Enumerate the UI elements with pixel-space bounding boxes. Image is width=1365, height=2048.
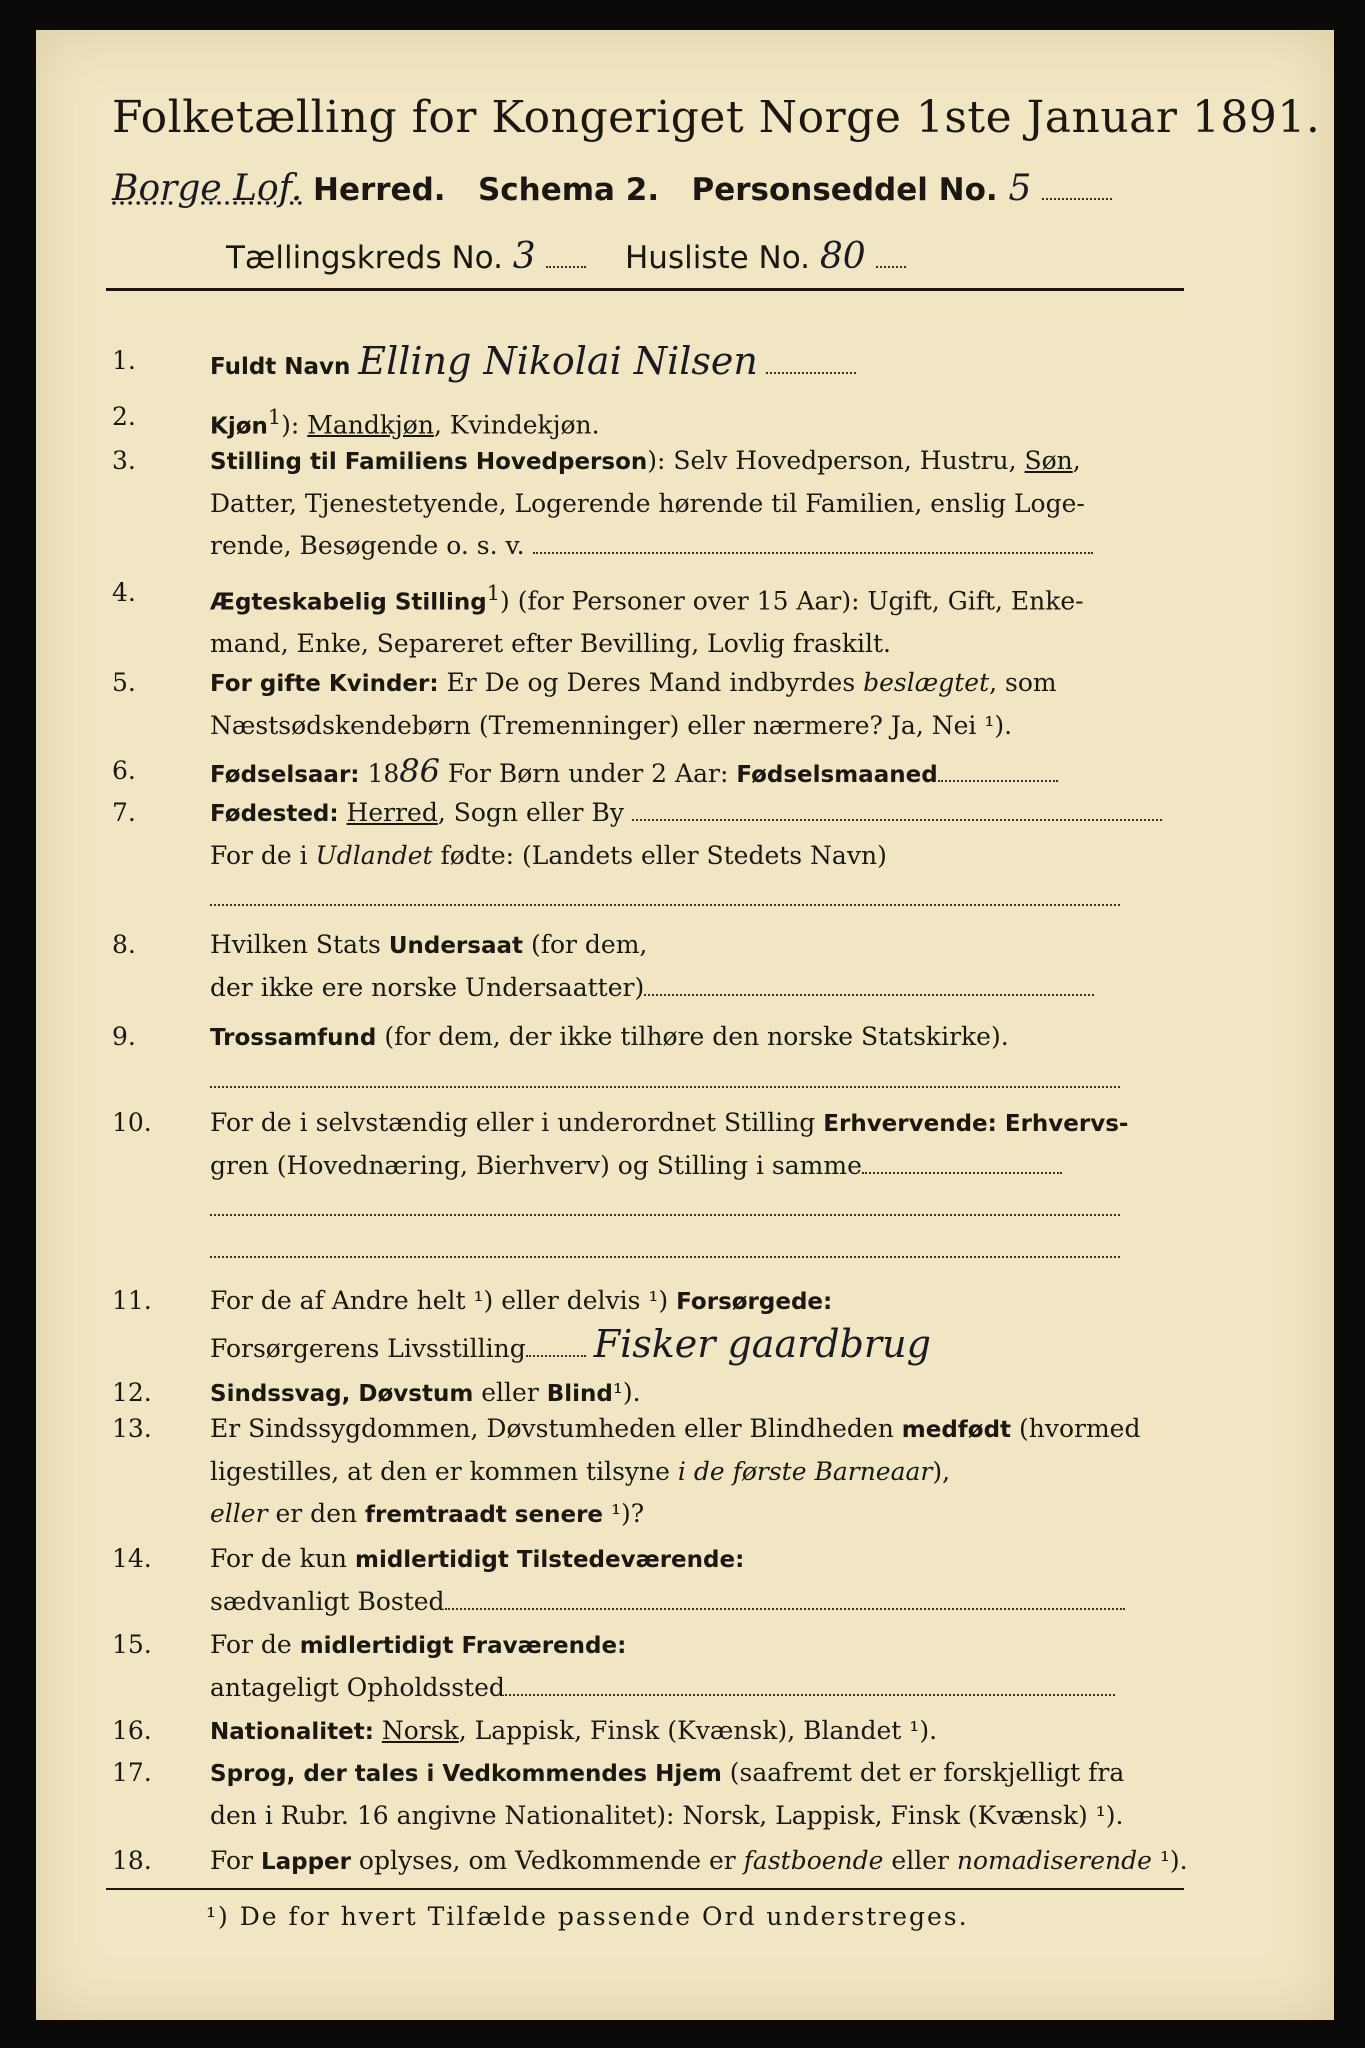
question-number: 15. — [112, 1630, 152, 1659]
question-label: Ægteskabelig Stilling — [210, 589, 487, 616]
question-text: Hvilken Stats — [210, 930, 389, 959]
question-number: 4. — [112, 578, 136, 607]
question-text: eller — [473, 1378, 547, 1407]
dotted-fill — [533, 532, 1093, 554]
question-text: ¹). — [1151, 1846, 1188, 1875]
header-rule — [106, 288, 1184, 291]
question-text: den i Rubr. 16 angivne Nationalitet): Norsk, Lappisk, Finsk (Kvænsk) ¹). — [210, 1801, 1124, 1830]
question-number: 8. — [112, 930, 136, 959]
schema-label: Schema 2. — [477, 172, 660, 208]
question-text: fastboende — [743, 1846, 884, 1875]
question-label: Fødselsaar: — [210, 762, 360, 788]
question-text: Er Sindssygdommen, Døvstumheden eller Blindheden — [210, 1414, 902, 1443]
question-text: For de kun — [210, 1544, 355, 1573]
question-text: For de i — [210, 841, 316, 870]
question-number: 7. — [112, 798, 136, 827]
question-label: midlertidigt Fraværende: — [299, 1633, 627, 1659]
question-text: (for dem, — [523, 930, 648, 959]
question-text: 18 — [359, 759, 400, 788]
question-text: eller — [210, 1499, 268, 1528]
question-text: For de af Andre helt ¹) eller delvis ¹) — [210, 1286, 677, 1315]
dotted-fill — [938, 760, 1058, 782]
question-8 — [112, 924, 1192, 1010]
question-9 — [112, 1016, 1192, 1102]
question-7 — [112, 792, 1192, 920]
question-text: , Lappisk, Finsk (Kvænsk), Blandet ¹). — [458, 1716, 938, 1745]
herred-handwritten: Borge Lof. — [112, 168, 303, 209]
tellingskreds-value: 3 — [512, 236, 536, 277]
question-number: 12. — [112, 1378, 152, 1407]
question-text: mand, Enke, Separeret efter Bevilling, Lovlig fraskilt. — [210, 629, 891, 659]
footnote-ref: 1 — [486, 581, 501, 605]
question-number: 18. — [112, 1846, 152, 1875]
question-text: For Børn under 2 Aar: — [439, 759, 737, 788]
dotted-fill — [644, 974, 1094, 996]
dotted-fill — [210, 1066, 1120, 1088]
question-text: , Kvindekjøn. — [433, 410, 600, 440]
dotted-fill — [876, 246, 906, 268]
selected-option: Norsk — [381, 1716, 459, 1745]
question-number: 10. — [112, 1108, 152, 1137]
question-text: ligestilles, at den er kommen tilsyne — [210, 1457, 678, 1486]
dotted-fill — [505, 1674, 1115, 1696]
question-text: ¹). — [612, 1378, 641, 1407]
question-number: 11. — [112, 1286, 152, 1315]
question-text: er den — [267, 1499, 366, 1528]
herred-label: Herred. — [313, 172, 446, 208]
question-text: (saafremt det er forskjelligt fra — [721, 1758, 1125, 1787]
birth-year-handwritten: 86 — [399, 752, 440, 790]
question-17 — [112, 1752, 1192, 1838]
question-text: ): — [281, 410, 308, 440]
full-name-handwritten: Elling Nikolai Nilsen — [358, 339, 758, 383]
question-label: Nationalitet: — [210, 1719, 374, 1745]
question-number: 9. — [112, 1022, 136, 1051]
question-text: eller — [883, 1846, 957, 1875]
question-text: fødte: (Landets eller Stedets Navn) — [432, 841, 887, 870]
personseddel-value: 5 — [1008, 168, 1032, 209]
question-text: (for dem, der ikke tilhøre den norske Statskirke). — [376, 1022, 1009, 1051]
question-text: , som — [989, 668, 1057, 697]
question-11 — [112, 1280, 1192, 1370]
footnote-ref: 1 — [267, 405, 282, 429]
question-label: fremtraadt senere — [365, 1502, 604, 1528]
question-text: ): Selv Hovedperson, Hustru, — [647, 446, 1025, 475]
dotted-fill — [546, 246, 586, 268]
dotted-fill — [766, 352, 856, 374]
header-line-tellingskreds — [226, 236, 1126, 286]
question-10 — [112, 1102, 1192, 1272]
question-text: For — [210, 1846, 261, 1875]
dotted-fill — [632, 799, 1162, 821]
question-2 — [112, 396, 1192, 438]
question-text: Udlandet — [315, 841, 433, 870]
question-18 — [112, 1840, 1192, 1882]
question-3 — [112, 440, 1192, 570]
dotted-fill — [526, 1335, 586, 1357]
question-label: Stilling til Familiens Hovedperson — [210, 449, 648, 475]
dotted-fill — [210, 1236, 1120, 1258]
footer-rule — [106, 1888, 1184, 1890]
question-number: 17. — [112, 1758, 152, 1787]
question-text: Er De og Deres Mand indbyrdes — [438, 668, 864, 697]
question-text: Næstsødskendebørn (Tremenninger) eller nærmere? Ja, Nei ¹). — [210, 711, 1013, 740]
question-text: rende, Besøgende o. s. v. — [210, 531, 525, 560]
question-text: Forsørgerens Livsstilling — [210, 1334, 526, 1363]
question-number: 14. — [112, 1544, 152, 1573]
question-label: Undersaat — [388, 933, 523, 959]
husliste-label: Husliste No. — [624, 240, 811, 276]
dotted-fill — [210, 1194, 1120, 1216]
question-6 — [112, 750, 1192, 794]
personseddel-label: Personseddel No. — [691, 172, 998, 208]
question-number: 3. — [112, 446, 136, 475]
husliste-value: 80 — [819, 236, 866, 277]
dotted-fill — [210, 884, 1120, 906]
question-number: 13. — [112, 1414, 152, 1443]
question-number: 16. — [112, 1716, 152, 1745]
question-text: , — [1072, 446, 1081, 475]
question-number: 1. — [112, 346, 136, 375]
question-label: Fødested: — [210, 801, 339, 827]
question-text: For de i selvstændig eller i underordnet Stilling — [210, 1108, 824, 1137]
question-number: 5. — [112, 668, 136, 697]
question-text: sædvanligt Bosted — [210, 1587, 445, 1616]
question-13 — [112, 1408, 1192, 1538]
question-text: nomadiserende — [956, 1846, 1152, 1875]
question-text: , Sogn eller By — [437, 798, 624, 827]
question-16 — [112, 1710, 1192, 1752]
footnote: ¹) De for hvert Tilfælde passende Ord understreges. — [206, 1902, 969, 1931]
question-label: Trossamfund — [210, 1025, 377, 1051]
selected-option: Søn — [1024, 446, 1073, 475]
question-1 — [112, 340, 1192, 385]
form-title: Folketælling for Kongeriget Norge 1ste Januar 1891. — [112, 92, 1321, 143]
census-form — [36, 30, 1334, 2020]
question-14 — [112, 1538, 1192, 1624]
question-label: Sprog, der tales i Vedkommendes Hjem — [210, 1761, 722, 1787]
question-label: Lapper — [260, 1849, 351, 1875]
question-label: Sindssvag, Døvstum — [210, 1381, 474, 1407]
question-text: (hvormed — [1011, 1414, 1141, 1443]
dotted-fill — [1042, 178, 1112, 200]
question-label: Fødselsmaaned — [736, 762, 938, 788]
question-text: i de første Barneaar — [677, 1457, 933, 1486]
question-text: ) (for Personer over 15 Aar): Ugift, Gift, Enke- — [500, 586, 1084, 616]
question-number: 6. — [112, 756, 136, 785]
question-text: For de — [210, 1630, 300, 1659]
question-text: der ikke ere norske Undersaatter) — [210, 973, 645, 1002]
question-text: gren (Hovednæring, Bierhverv) og Stilling i samme — [210, 1151, 862, 1180]
question-text: oplyses, om Vedkommende er — [350, 1846, 744, 1875]
question-text: ), — [932, 1457, 951, 1486]
dotted-fill — [862, 1152, 1062, 1174]
dotted-fill — [445, 1588, 1125, 1610]
question-label: Forsørgede: — [676, 1289, 833, 1315]
header-line-herred — [112, 168, 1212, 228]
selected-option: Herred — [346, 798, 438, 827]
question-label: medfødt — [901, 1417, 1012, 1443]
tellingskreds-label: Tællingskreds No. — [226, 240, 503, 276]
question-4 — [112, 572, 1192, 658]
selected-option: Mandkjøn — [307, 410, 434, 440]
question-text: beslægtet — [863, 668, 990, 697]
question-number: 2. — [112, 402, 136, 431]
question-text: antageligt Opholdssted — [210, 1673, 505, 1702]
question-label: Fuldt Navn — [210, 354, 351, 380]
question-label: midlertidigt Tilstedeværende: — [354, 1547, 745, 1573]
question-label: Blind — [546, 1381, 613, 1407]
question-label: For gifte Kvinder: — [210, 671, 439, 697]
question-text: ¹)? — [603, 1499, 645, 1528]
question-5 — [112, 662, 1192, 748]
supporter-occupation-handwritten: Fisker gaardbrug — [593, 1322, 931, 1366]
question-label: Erhvervende: Erhvervs- — [823, 1111, 1129, 1137]
question-label: Kjøn — [210, 413, 268, 440]
question-text: Datter, Tjenestetyende, Logerende hørende til Familien, enslig Loge- — [210, 489, 1085, 518]
question-15 — [112, 1624, 1192, 1710]
